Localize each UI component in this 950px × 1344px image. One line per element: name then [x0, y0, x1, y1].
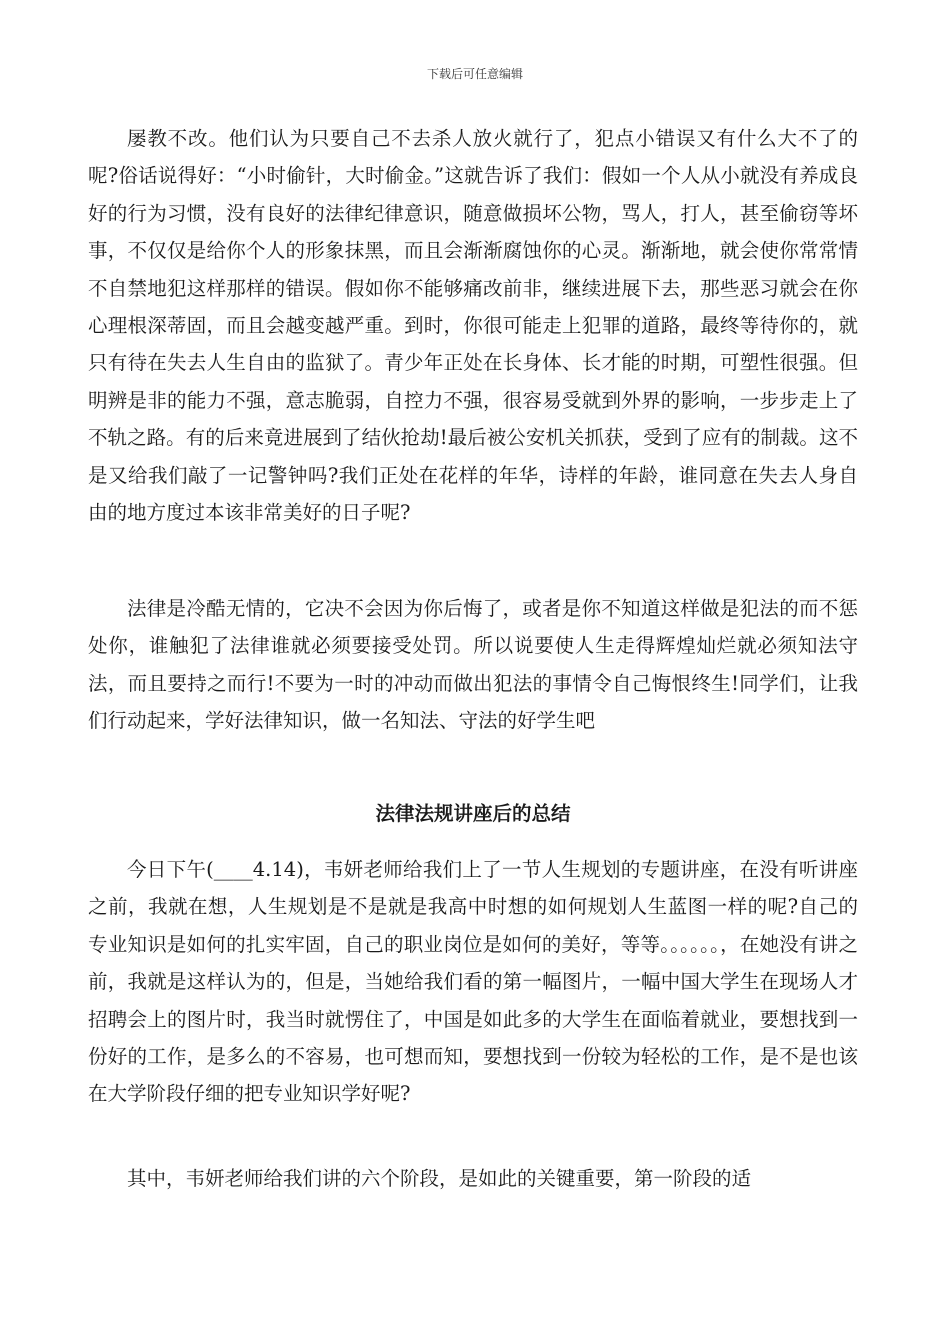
body-paragraph: 今日下午(____4.14)，韦妍老师给我们上了一节人生规划的专题讲座，在没有听讲座之前，我就在想，人生规划是不是就是我高中时想的如何规划人生蓝图一样的呢?自己的专业知识是如何的扎实牢固，自己的职业岗位是如何的美好，等等。。。。。。，在她没有讲之前，我就是这样认为的，但是，当她给我们看的第一幅图片，一幅中国大学生在现场人才招聘会上的图片时，我当时就愣住了，中国是如此多的大学生在面临着就业，要想找到一份好的工作，是多么的不容易，也可想而知，要想找到一份较为轻松的工作，是不是也该在大学阶段仔细的把专业知识学好呢?: [88, 858, 858, 1106]
body-paragraph: 其中，韦妍老师给我们讲的六个阶段，是如此的关键重要，第一阶段的适: [127, 1167, 752, 1190]
section-title: 法律法规讲座后的总结: [375, 802, 571, 825]
page-header-note: 下载后可任意编辑: [426, 67, 523, 81]
body-paragraph: 屡教不改。他们认为只要自己不去杀人放火就行了，犯点小错误又有什么大不了的呢?俗话说得好：“小时偷针，大时偷金。”这就告诉了我们：假如一个人从小就没有养成良好的行为习惯，没有良好的法律纪律意识，随意做损坏公物，骂人，打人，甚至偷窃等坏事，不仅仅是给你个人的形象抹黑，而且会渐渐腐蚀你的心灵。渐渐地，就会使你常常情不自禁地犯这样那样的错误。假如你不能够痛改前非，继续进展下去，那些恶习就会在你心理根深蒂固，而且会越变越严重。到时，你很可能走上犯罪的道路，最终等待你的，就只有待在失去人生自由的监狱了。青少年正处在长身体、长才能的时期，可塑性很强。但明辨是非的能力不强，意志脆弱，自控力不强，很容易受就到外界的影响，一步步走上了不轨之路。有的后来竟进展到了结伙抢劫!最后被公安机关抓获，受到了应有的制裁。这不是又给我们敲了一记警钟吗?我们正处在花样的年华，诗样的年龄，谁同意在失去人身自由的地方度过本该非常美好的日子呢?: [88, 127, 858, 525]
body-paragraph: 法律是冷酷无情的，它决不会因为你后悔了，或者是你不知道这样做是犯法的而不惩处你，谁触犯了法律谁就必须要接受处罚。所以说要使人生走得辉煌灿烂就必须知法守法，而且要持之而行!不要为一时的冲动而做出犯法的事情令自己悔恨终生!同学们，让我们行动起来，学好法律知识，做一名知法、守法的好学生吧: [88, 597, 858, 733]
